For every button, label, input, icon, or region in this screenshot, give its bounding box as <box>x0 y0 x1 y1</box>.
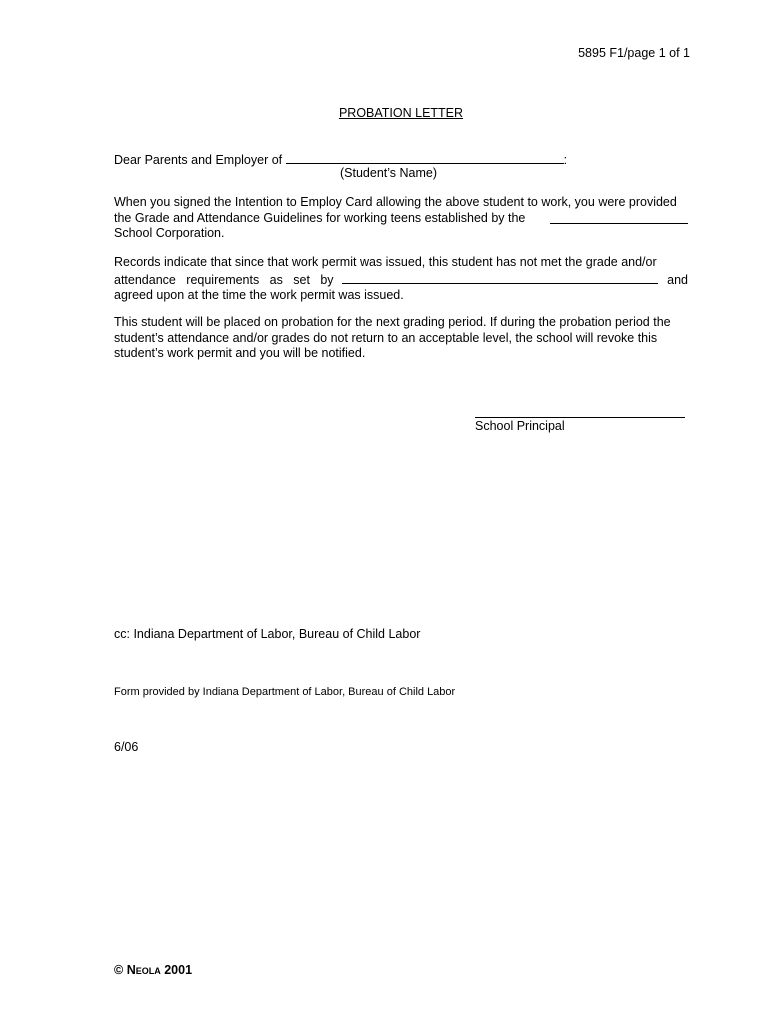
principal-signature-line[interactable] <box>475 417 685 418</box>
paragraph-line: student’s work permit and you will be notified. <box>114 346 366 360</box>
paragraph-probation <box>114 315 688 362</box>
paragraph-line: attendance requirements as set by <box>114 272 334 287</box>
principal-signature-label: School Principal <box>475 419 565 433</box>
paragraph-line: agreed upon at the time the work permit was issued. <box>114 288 404 302</box>
paragraph-line: the Grade and Attendance Guidelines for working teens established by the <box>114 210 526 225</box>
publisher-name: Neola <box>126 963 161 977</box>
paragraph-line: and <box>667 272 688 287</box>
page-reference: 5895 F1/page 1 of 1 <box>578 46 690 60</box>
school-corporation-field[interactable] <box>550 211 688 224</box>
student-name-caption: (Student’s Name) <box>340 166 438 180</box>
paragraph-line: student’s attendance and/or grades do not return to an acceptable level, the school will revoke this <box>114 330 658 345</box>
revision-date: 6/06 <box>114 740 139 754</box>
student-name-field[interactable] <box>286 151 564 164</box>
document-title: PROBATION LETTER <box>338 106 464 120</box>
paragraph-records <box>114 255 688 304</box>
copyright-notice <box>114 963 192 977</box>
paragraph-intention <box>114 195 688 242</box>
set-by-field[interactable] <box>342 271 658 284</box>
copyright-year: 2001 <box>164 963 193 977</box>
paragraph-line: When you signed the Intention to Employ Card allowing the above student to work, you were provided <box>114 195 677 209</box>
form-provided-by: Form provided by Indiana Department of Labor, Bureau of Child Labor <box>114 686 456 698</box>
paragraph-line: School Corporation. <box>114 226 225 240</box>
salutation-text: Dear Parents and Employer of <box>114 153 283 167</box>
cc-line: cc: Indiana Department of Labor, Bureau of Child Labor <box>114 627 421 641</box>
copyright-symbol: © <box>114 963 124 977</box>
salutation-colon: : <box>563 153 568 167</box>
paragraph-line: This student will be placed on probation for the next grading period. If during the probation period the <box>114 315 671 329</box>
salutation <box>114 151 688 167</box>
paragraph-line: Records indicate that since that work permit was issued, this student has not met the grade and/or <box>114 255 657 269</box>
